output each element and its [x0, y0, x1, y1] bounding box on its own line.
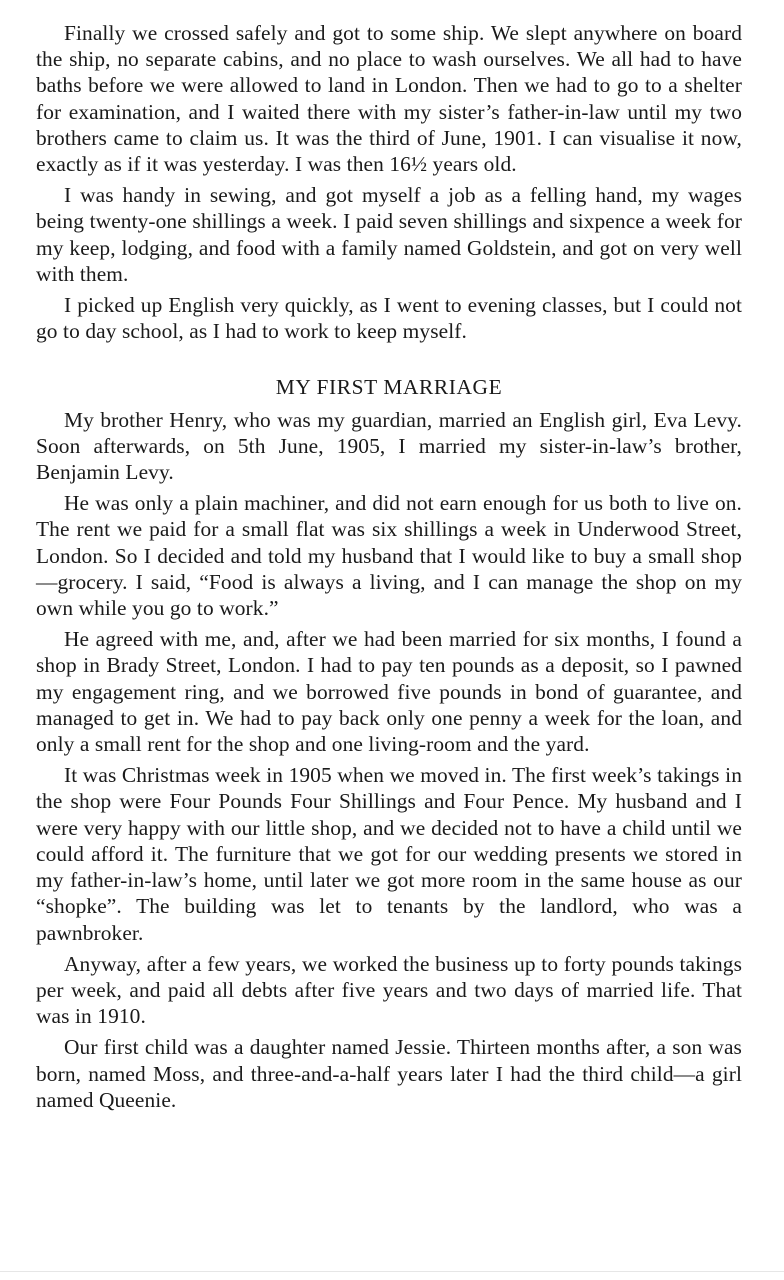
paragraph-plain-machiner: He was only a plain machiner, and did not earn enough for us both to live on. The rent we paid for a small flat was six shillings a week in Underwood Street, London. So I decided and told my husband that I would like to buy a small shop—grocery. I said, “Food is always a living, and I can manage the shop on my own while you go to work.”	[36, 491, 742, 621]
paragraph-business-growth: Anyway, after a few years, we worked the business up to forty pounds takings per week, and paid all debts after five years and two days of married life. That was in 1910.	[36, 951, 742, 1029]
page-bottom-edge	[0, 1271, 784, 1272]
paragraph-marriage: My brother Henry, who was my guardian, married an English girl, Eva Levy. Soon afterwards, on 5th June, 1905, I married my sister-in-law’s brother, Benjamin Levy.	[36, 407, 742, 485]
paragraph-learning-english: I picked up English very quickly, as I went to evening classes, but I could not go to day school, as I had to work to keep myself.	[36, 293, 742, 344]
paragraph-brady-street-shop: He agreed with me, and, after we had been married for six months, I found a shop in Brady Street, London. I had to pay ten pounds as a deposit, so I pawned my engagement ring, and we borrowed five pounds in bond of guarantee, and managed to get in. We had to pay back only one penny a week for the loan, and only a small rent for the shop and one living-room and the yard.	[36, 627, 742, 757]
paragraph-sewing-job: I was handy in sewing, and got myself a job as a felling hand, my wages being twenty-one shillings a week. I paid seven shillings and sixpence a week for my keep, lodging, and food with a family named Goldstein, and got on very well with them.	[36, 183, 742, 286]
section-heading: MY FIRST MARRIAGE	[275, 375, 503, 400]
paragraph-arrival-london: Finally we crossed safely and got to some ship. We slept anywhere on board the ship, no separate cabins, and no place to wash ourselves. We all had to have baths before we were allowed to land in London. Then we had to go to a shelter for examination, and I waited there with my sister’s father-in-law until my two brothers came to claim us. It was the third of June, 1901. I can visualise it now, exactly as if it was yesterday. I was then 16½ years old.	[36, 21, 742, 177]
paragraph-christmas-week: It was Christmas week in 1905 when we moved in. The first week’s takings in the shop were Four Pounds Four Shillings and Four Pence. My husband and I were very happy with our little shop, and we decided not to have a child until we could afford it. The furniture that we got for our wedding presents we stored in my father-in-law’s home, until later we got more room in the same house as our “shopke”. The building was let to tenants by the landlord, who was a pawnbroker.	[36, 763, 742, 945]
document-page	[36, 20, 742, 1118]
paragraph-children: Our first child was a daughter named Jessie. Thirteen months after, a son was born, named Moss, and three-and-a-half years later I had the third child—a girl named Queenie.	[36, 1035, 742, 1112]
